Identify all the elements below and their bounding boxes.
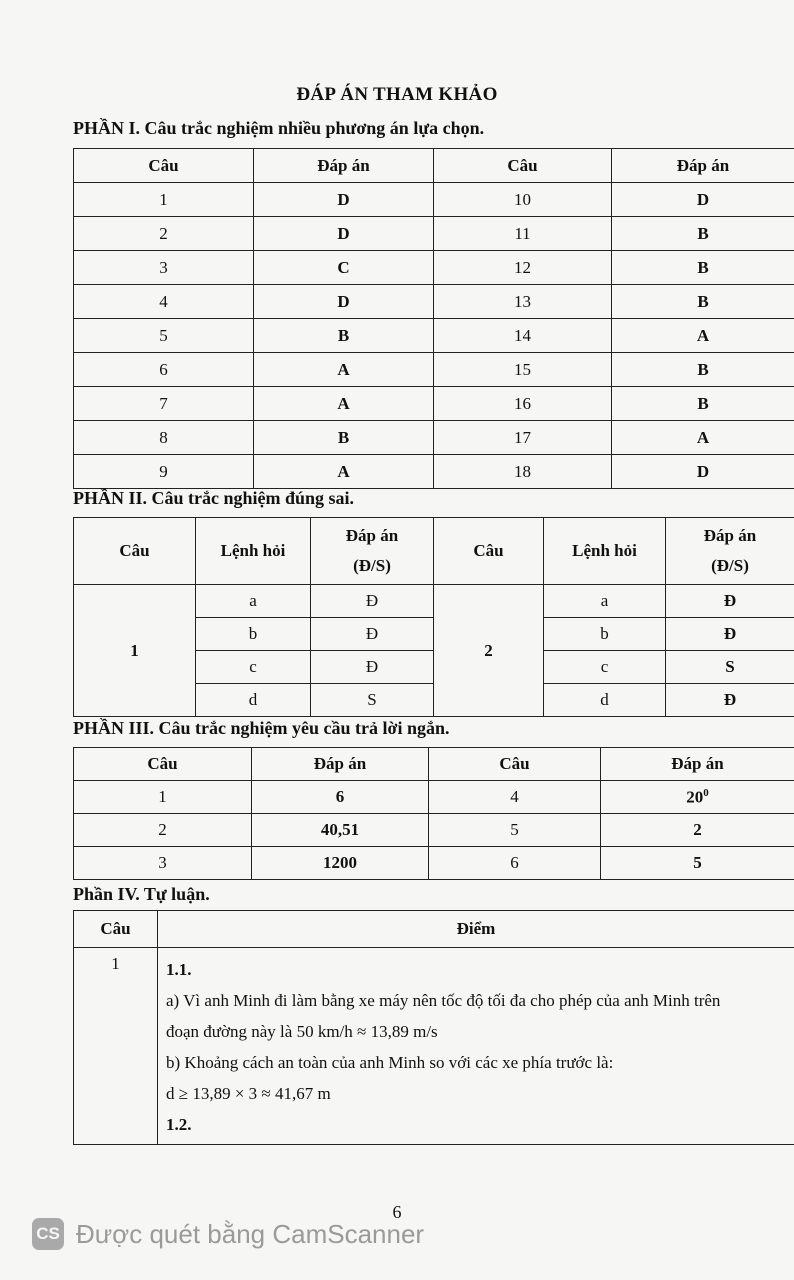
camscanner-watermark xyxy=(32,1216,424,1252)
page-title: ĐÁP ÁN THAM KHẢO xyxy=(296,84,498,105)
cell: 1 xyxy=(74,183,254,217)
header-line: Đáp án xyxy=(703,526,757,545)
cell: Đ xyxy=(311,585,434,618)
content-line: a) Vì anh Minh đi làm bằng xe máy nên tốc độ tối đa cho phép của anh Minh trên xyxy=(166,991,721,1010)
cell: 7 xyxy=(74,387,254,421)
cell: S xyxy=(311,684,434,717)
degree-superscript: 0 xyxy=(703,786,709,799)
header-cell: Câu xyxy=(74,518,196,585)
cell: B xyxy=(254,421,434,455)
cell: c xyxy=(544,651,666,684)
content-line: 1.1. xyxy=(166,960,192,979)
cell: 5 xyxy=(74,319,254,353)
cell: A xyxy=(612,421,794,455)
table-header-row xyxy=(74,149,794,183)
table-row xyxy=(74,585,794,618)
cell: B xyxy=(612,285,794,319)
cell: Đ xyxy=(311,651,434,684)
cell: S xyxy=(666,651,794,684)
cell: 11 xyxy=(434,217,612,251)
part3-heading: PHẦN III. Câu trắc nghiệm yêu cầu trả lời ngắn. xyxy=(73,718,450,738)
table-row xyxy=(74,814,794,847)
content-line: 1.2. xyxy=(166,1115,192,1134)
cell: 18 xyxy=(434,455,612,489)
part4-table xyxy=(73,910,794,1145)
cell: B xyxy=(254,319,434,353)
cell: 5 xyxy=(429,814,601,847)
part1-table xyxy=(73,148,794,489)
question-number-2: 2 xyxy=(434,585,544,717)
cell: B xyxy=(612,353,794,387)
header-cell: Câu xyxy=(434,518,544,585)
header-cell: Lệnh hỏi xyxy=(196,518,311,585)
cell: 40,51 xyxy=(252,814,429,847)
cell: 14 xyxy=(434,319,612,353)
cell: B xyxy=(612,217,794,251)
table-row xyxy=(74,353,794,387)
cell: 3 xyxy=(74,251,254,285)
cell: Đ xyxy=(311,618,434,651)
table-header-row xyxy=(74,748,794,781)
table-header-row xyxy=(74,518,794,585)
table-row xyxy=(74,455,794,489)
cell: 2 xyxy=(74,217,254,251)
header-cell: Đáp án xyxy=(612,149,794,183)
cell: 8 xyxy=(74,421,254,455)
cell: 10 xyxy=(434,183,612,217)
header-cell: Câu xyxy=(74,748,252,781)
cell: 4 xyxy=(74,285,254,319)
cell: D xyxy=(254,183,434,217)
cell: 15 xyxy=(434,353,612,387)
cell: A xyxy=(254,455,434,489)
cell: 9 xyxy=(74,455,254,489)
part2-heading: PHẦN II. Câu trắc nghiệm đúng sai. xyxy=(73,488,355,508)
part3-table xyxy=(73,747,794,880)
content-line: d ≥ 13,89 × 3 ≈ 41,67 m xyxy=(166,1084,331,1103)
part2-table xyxy=(73,517,794,717)
cell: 1 xyxy=(74,781,252,814)
question-number-1: 1 xyxy=(74,585,196,717)
header-cell: Đáp án xyxy=(601,748,794,781)
cell: d xyxy=(196,684,311,717)
cell: 5 xyxy=(601,847,794,880)
cell xyxy=(601,781,794,814)
cell: 2 xyxy=(74,814,252,847)
cell: B xyxy=(612,387,794,421)
table-row xyxy=(74,948,794,1145)
cell: D xyxy=(612,183,794,217)
header-cell xyxy=(666,518,794,585)
cell: Đ xyxy=(666,618,794,651)
header-line: (Đ/S) xyxy=(353,556,391,575)
header-line: (Đ/S) xyxy=(711,556,749,575)
header-cell: Điểm xyxy=(158,911,794,948)
cell: d xyxy=(544,684,666,717)
header-cell xyxy=(311,518,434,585)
essay-content xyxy=(158,948,794,1145)
table-row xyxy=(74,285,794,319)
header-cell: Câu xyxy=(434,149,612,183)
cell: 17 xyxy=(434,421,612,455)
cell: 4 xyxy=(429,781,601,814)
cell: b xyxy=(196,618,311,651)
watermark-text: Được quét bằng CamScanner xyxy=(76,1218,425,1249)
header-cell: Đáp án xyxy=(254,149,434,183)
cell: D xyxy=(254,285,434,319)
cell: a xyxy=(196,585,311,618)
cell: C xyxy=(254,251,434,285)
cell: 16 xyxy=(434,387,612,421)
content-line: b) Khoảng cách an toàn của anh Minh so với các xe phía trước là: xyxy=(166,1053,614,1072)
header-cell: Câu xyxy=(74,149,254,183)
table-row xyxy=(74,319,794,353)
cell: A xyxy=(254,353,434,387)
header-line: Đáp án xyxy=(345,526,399,545)
cell: 6 xyxy=(429,847,601,880)
header-cell: Đáp án xyxy=(252,748,429,781)
cell: 13 xyxy=(434,285,612,319)
cell: Đ xyxy=(666,585,794,618)
cell: a xyxy=(544,585,666,618)
cell: 12 xyxy=(434,251,612,285)
cell: B xyxy=(612,251,794,285)
header-cell: Lệnh hỏi xyxy=(544,518,666,585)
header-cell: Câu xyxy=(429,748,601,781)
part1-heading: PHẦN I. Câu trắc nghiệm nhiều phương án lựa chọn. xyxy=(73,118,485,138)
cell: Đ xyxy=(666,684,794,717)
table-row xyxy=(74,251,794,285)
cell: b xyxy=(544,618,666,651)
table-header-row xyxy=(74,911,794,948)
table-row xyxy=(74,217,794,251)
content-line: đoạn đường này là 50 km/h ≈ 13,89 m/s xyxy=(166,1022,438,1041)
cell: 2 xyxy=(601,814,794,847)
table-row xyxy=(74,183,794,217)
table-row xyxy=(74,847,794,880)
answer-value: 20 xyxy=(686,787,704,807)
cell: 3 xyxy=(74,847,252,880)
cell: c xyxy=(196,651,311,684)
cell: A xyxy=(612,319,794,353)
cell: A xyxy=(254,387,434,421)
table-row xyxy=(74,387,794,421)
question-number: 1 xyxy=(74,948,158,1145)
cell: 6 xyxy=(252,781,429,814)
part4-heading: Phần IV. Tự luận. xyxy=(73,884,210,904)
page-number: 6 xyxy=(392,1202,402,1222)
cell: D xyxy=(612,455,794,489)
cell: D xyxy=(254,217,434,251)
table-row xyxy=(74,781,794,814)
cell: 1200 xyxy=(252,847,429,880)
table-row xyxy=(74,421,794,455)
header-cell: Câu xyxy=(74,911,158,948)
cell: 6 xyxy=(74,353,254,387)
camscanner-logo-icon: CS xyxy=(32,1218,64,1250)
